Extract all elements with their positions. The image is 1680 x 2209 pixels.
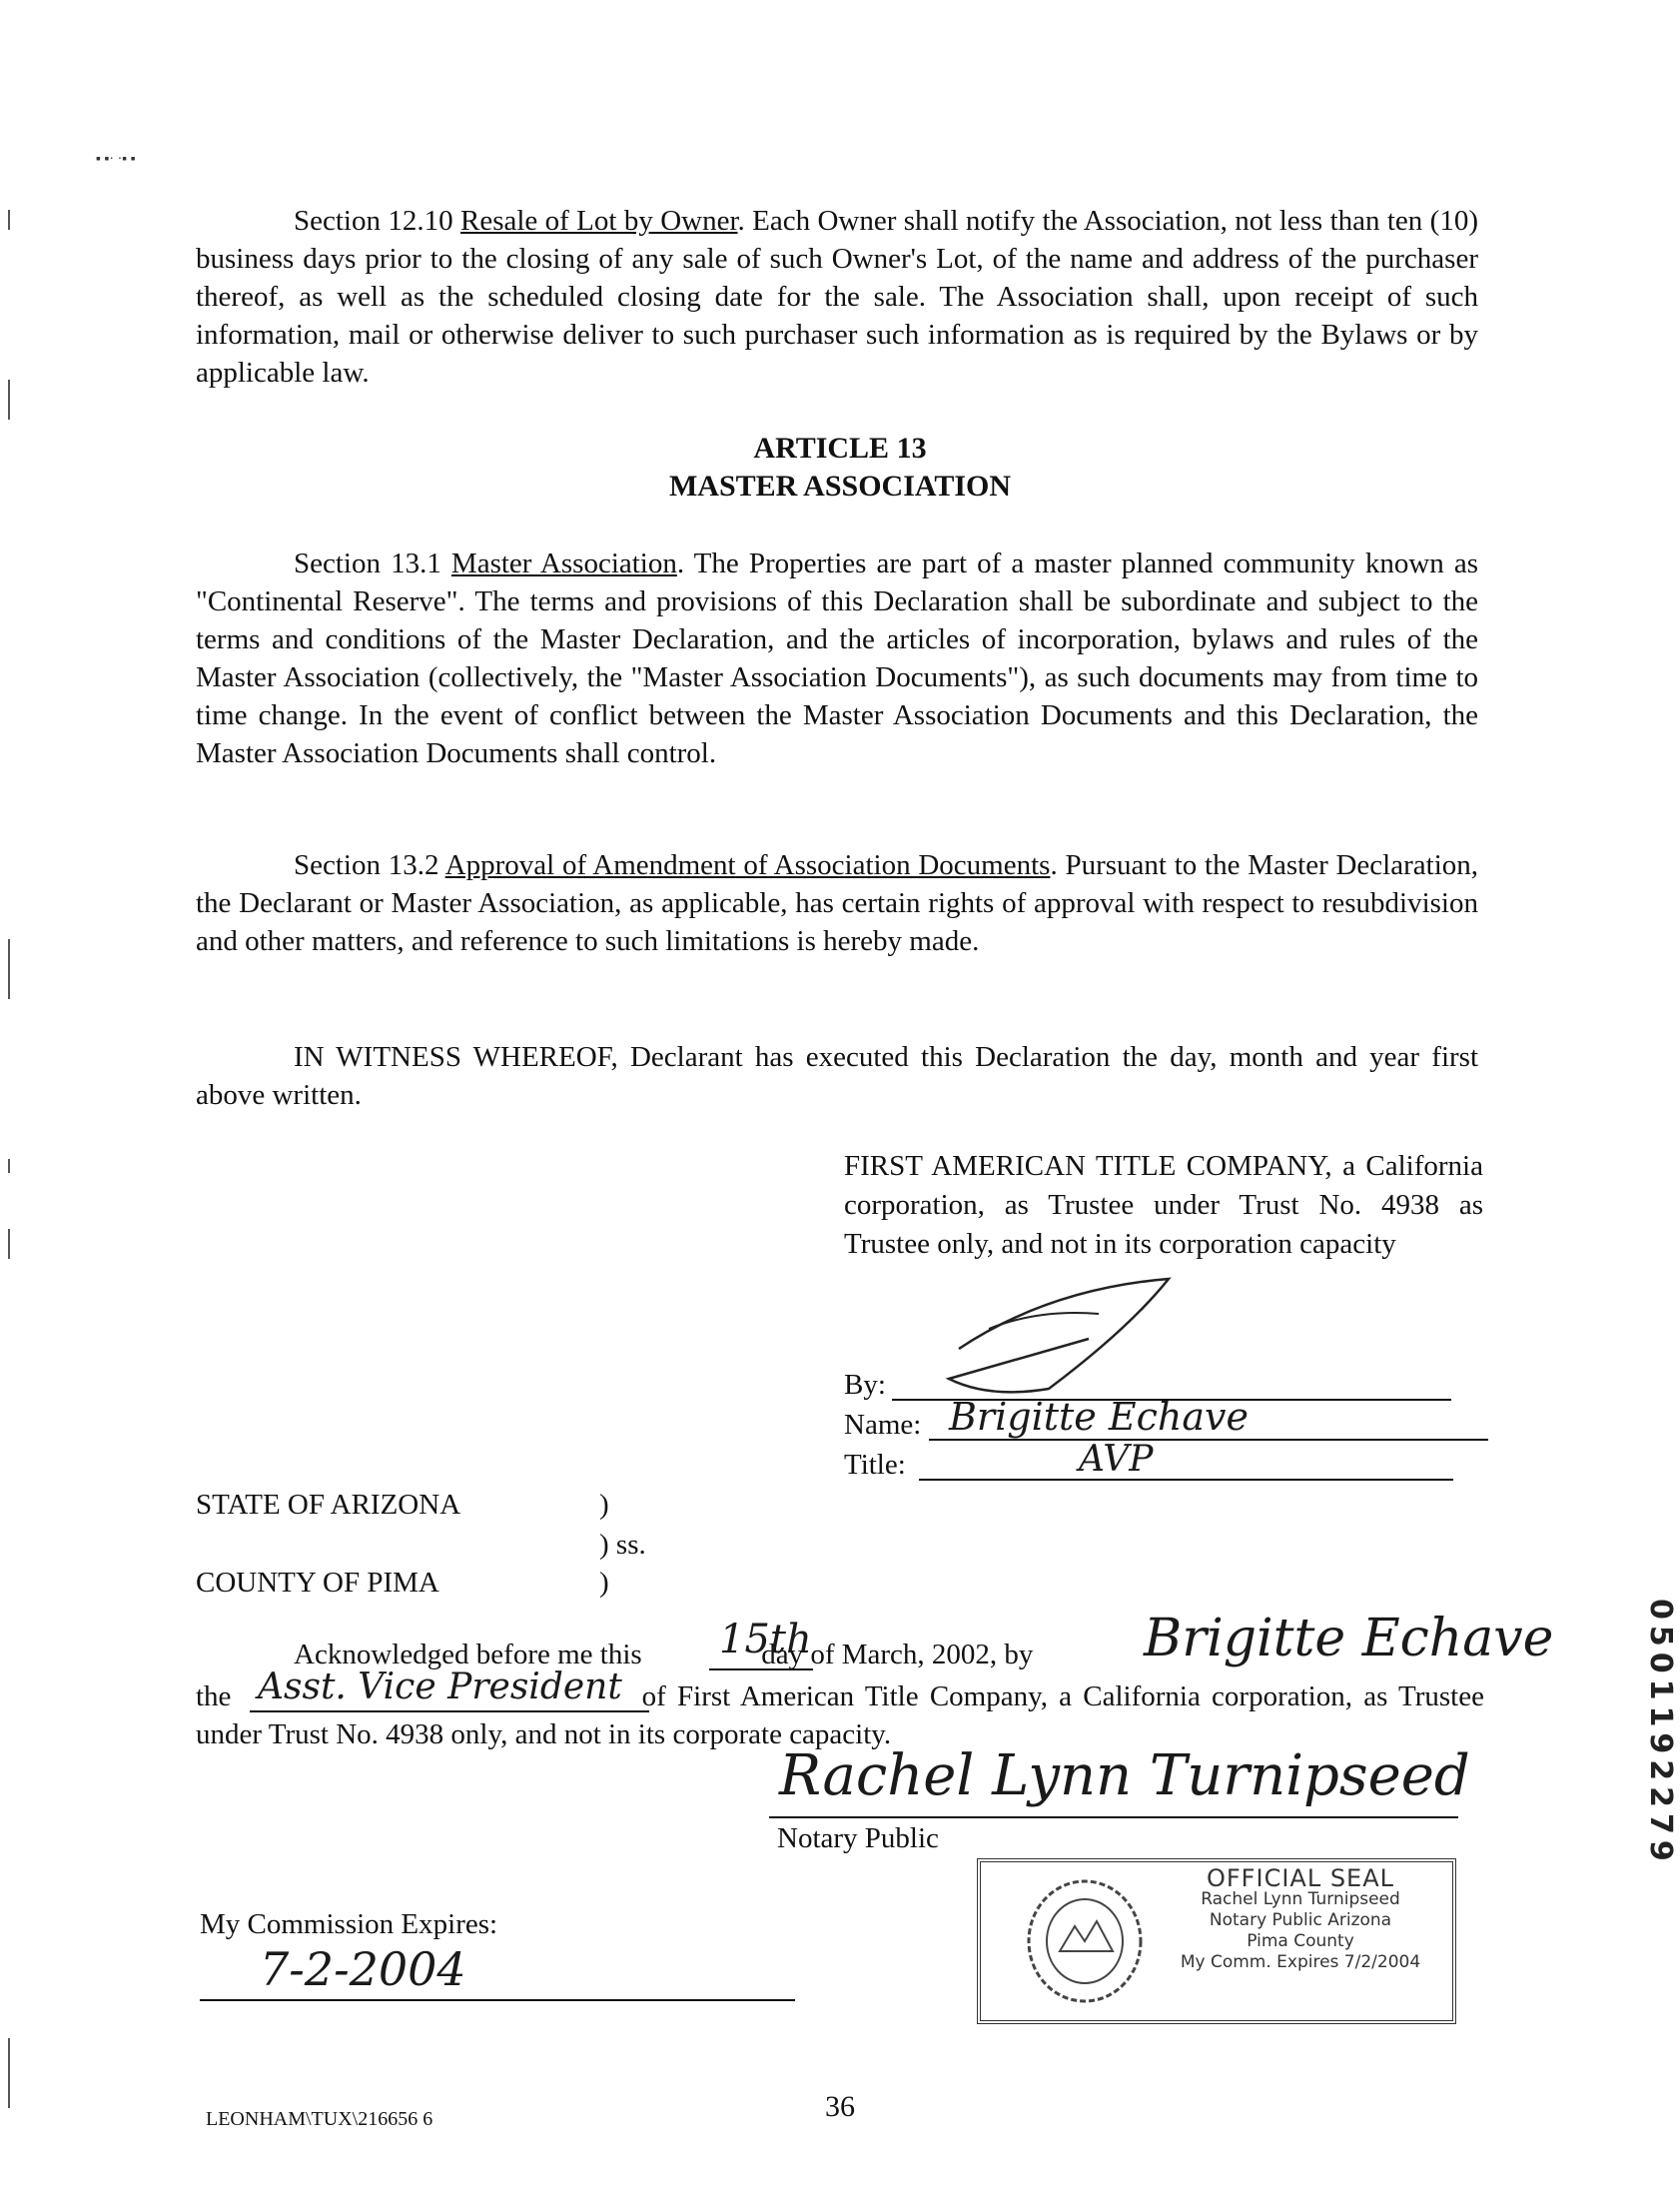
venue-state: STATE OF ARIZONA bbox=[196, 1489, 461, 1521]
venue-paren-1: ) bbox=[599, 1489, 609, 1521]
left-margin-marks bbox=[8, 1159, 10, 1173]
article-title: MASTER ASSOCIATION bbox=[668, 470, 1012, 503]
ack-part3: of First American Title Company, a California corporation, as Trustee under Trust No. 4938 only, and not in its corporate capacity. bbox=[196, 1680, 1484, 1750]
seal-text-block bbox=[1151, 1864, 1450, 1973]
name-label: Name: bbox=[844, 1409, 922, 1441]
left-margin-marks bbox=[8, 380, 10, 420]
section-12-10-lead: Section 12.10 bbox=[294, 205, 453, 237]
page-number: 36 bbox=[825, 2090, 855, 2123]
seal-line-2: Notary Public Arizona bbox=[1209, 1910, 1392, 1930]
ack-day-line bbox=[709, 1668, 813, 1670]
state-seal-emblem bbox=[1025, 1876, 1145, 2006]
signatory-company: FIRST AMERICAN TITLE COMPANY, a California corporation, as Trustee under Trust No. 4938 as Trustee only, and not in its corporation capacity bbox=[844, 1150, 1483, 1260]
by-label: By: bbox=[844, 1369, 886, 1401]
commission-line bbox=[200, 1999, 795, 2001]
notary-line bbox=[769, 1816, 1458, 1818]
title-handwritten: AVP bbox=[1079, 1439, 1154, 1480]
section-13-1-heading: Master Association bbox=[450, 548, 677, 579]
section-13-2-heading: Approval of Amendment of Association Documents bbox=[444, 849, 1051, 881]
witness-text: IN WITNESS WHEREOF, Declarant has executed this Declaration the day, month and year first above written. bbox=[196, 1041, 1478, 1111]
left-margin-marks bbox=[8, 210, 10, 230]
section-12-10 bbox=[196, 202, 1478, 392]
ack-part2: day of March, 2002, by bbox=[761, 1639, 1034, 1670]
section-13-2-lead: Section 13.2 bbox=[294, 849, 439, 881]
notary-signature: Rachel Lynn Turnipseed bbox=[779, 1743, 1470, 1808]
section-13-1 bbox=[196, 545, 1478, 772]
name-handwritten: Brigitte Echave bbox=[949, 1395, 1249, 1439]
venue-paren-2: ) bbox=[599, 1567, 609, 1599]
commission-label: My Commission Expires: bbox=[200, 1908, 498, 1940]
seal-line-1: Rachel Lynn Turnipseed bbox=[1201, 1889, 1400, 1909]
scan-specks: ▪ ▪· ·▪ ▪ bbox=[96, 152, 136, 167]
section-13-2-text: . Pursuant to the Master Declaration, the Declarant or Master Association, as applicable, has certain rights of approval with respect to resubdivision and other matters, and reference to such limitations is hereby made. bbox=[196, 849, 1478, 957]
margin-stamp-number: 0501192279 bbox=[1643, 1599, 1678, 1867]
section-12-10-text: . Each Owner shall notify the Association, not less than ten (10) business days prior to the closing of any sale of such Owner's Lot, of the name and address of the purchaser thereof, as well as the scheduled closing date for the sale. The Association shall, upon receipt of such information, mail or otherwise deliver to such purchaser such information as is required by the Bylaws or by applicable law. bbox=[196, 205, 1478, 389]
title-label: Title: bbox=[844, 1449, 906, 1481]
ack-day-handwritten: 15th bbox=[719, 1617, 812, 1662]
ack-office-line bbox=[250, 1710, 649, 1712]
footer-doc-id: LEONHAM\TUX\216656 6 bbox=[206, 2108, 433, 2130]
name-line bbox=[929, 1439, 1488, 1441]
section-13-1-lead: Section 13.1 bbox=[294, 548, 441, 579]
official-seal bbox=[977, 1858, 1456, 2024]
notary-label: Notary Public bbox=[777, 1822, 939, 1854]
left-margin-marks bbox=[8, 939, 10, 999]
section-13-2 bbox=[196, 846, 1478, 960]
ack-the: the bbox=[196, 1680, 232, 1712]
section-13-1-text: . The Properties are part of a master planned community known as "Continental Reserve". The terms and provisions of this Declaration shall be subordinate and subject to the terms and conditions of the Master Declaration, and the articles of incorporation, bylaws and rules of the Master Association (collectively, the "Master Association Documents"), as such documents may from time to time change. In the event of conflict between the Master Association Documents and this Declaration, the Master Association Documents shall control. bbox=[196, 548, 1479, 769]
ack-part1: Acknowledged before me this bbox=[294, 1639, 642, 1670]
ack-office-handwritten: Asst. Vice President bbox=[258, 1666, 622, 1707]
article-number: ARTICLE 13 bbox=[753, 432, 927, 465]
title-line bbox=[919, 1479, 1453, 1481]
witness-clause bbox=[196, 1038, 1478, 1114]
section-12-10-heading: Resale of Lot by Owner bbox=[459, 205, 738, 237]
left-margin-marks bbox=[8, 1229, 10, 1259]
seal-line-3: Pima County bbox=[1247, 1931, 1354, 1951]
venue-county: COUNTY OF PIMA bbox=[196, 1567, 439, 1599]
commission-date-handwritten: 7-2-2004 bbox=[260, 1942, 466, 1996]
margin-recording-stamp bbox=[1643, 1599, 1678, 1938]
ack-person-handwritten: Brigitte Echave bbox=[1144, 1609, 1554, 1668]
venue-ss: ) ss. bbox=[599, 1529, 646, 1561]
left-margin-marks bbox=[8, 2038, 10, 2108]
seal-title: OFFICIAL SEAL bbox=[1206, 1864, 1395, 1892]
seal-line-4: My Comm. Expires 7/2/2004 bbox=[1180, 1952, 1421, 1972]
